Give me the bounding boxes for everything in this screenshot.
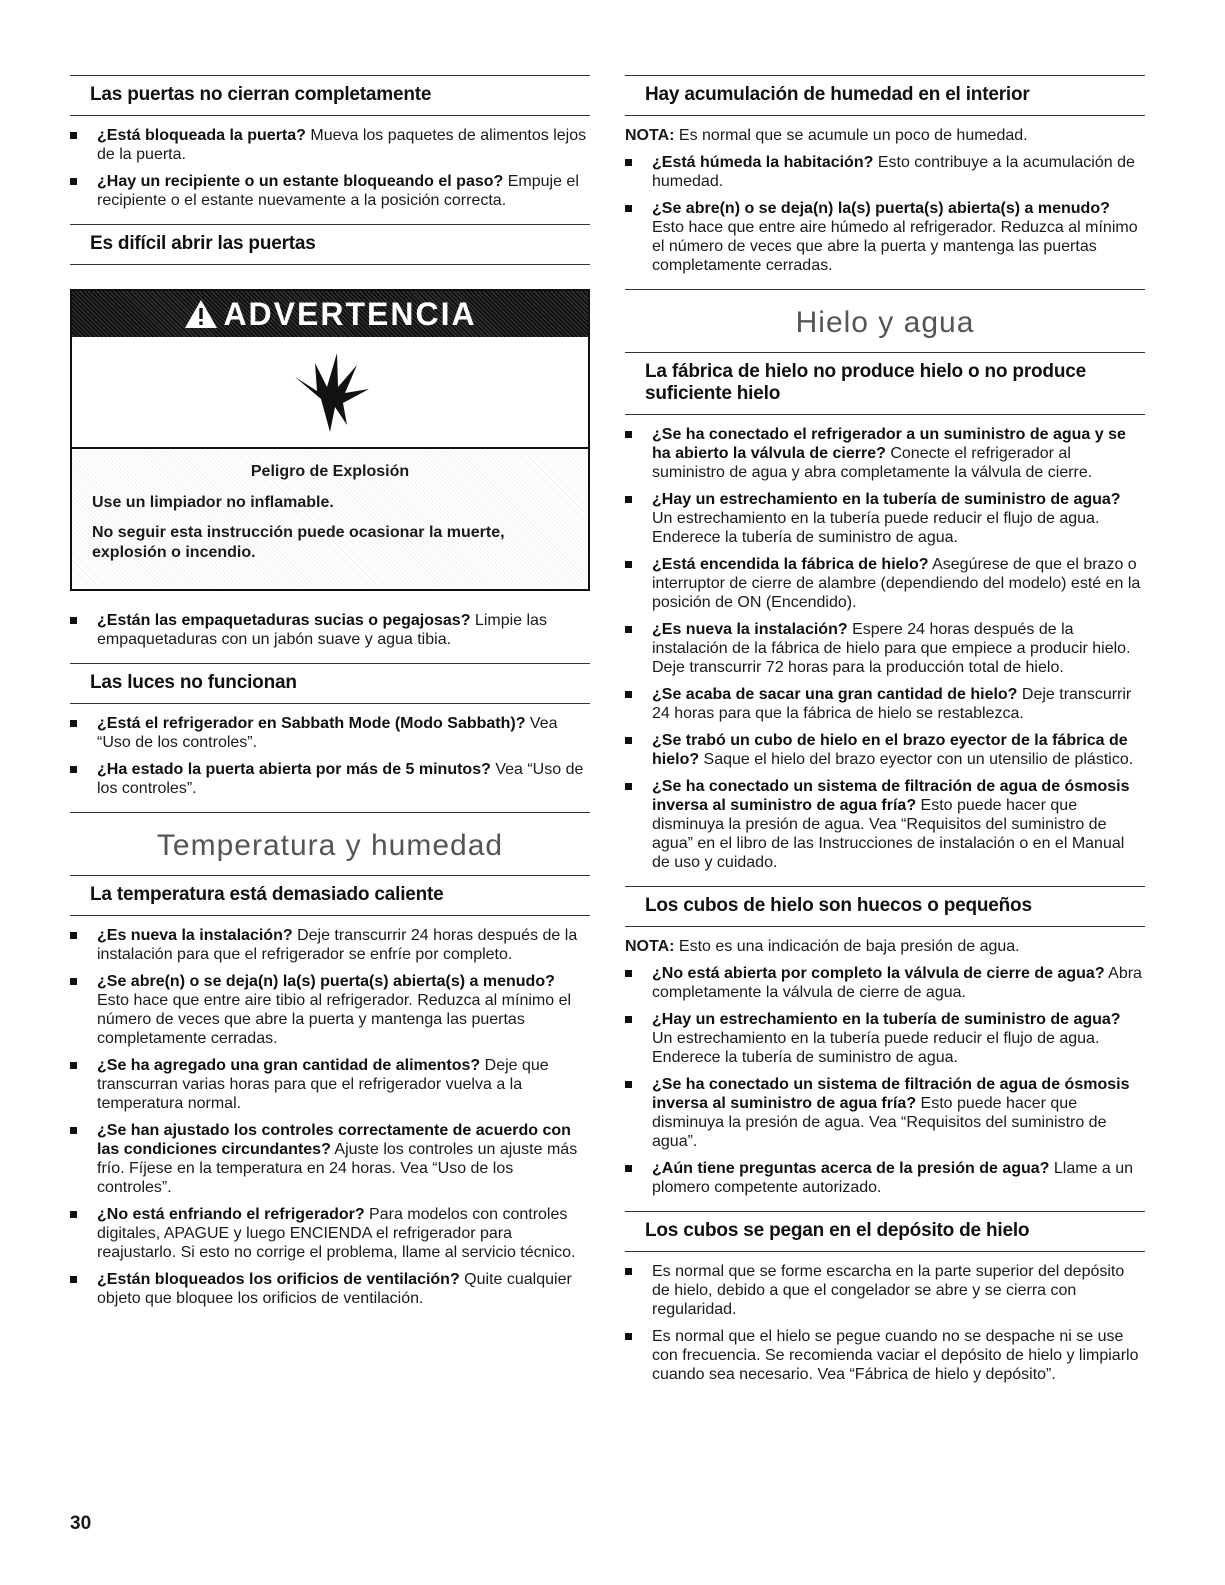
answer-text: Deje transcurrir 24 horas después de la instalación para que el refrigerador se enfríe por completo. bbox=[97, 927, 578, 963]
list-item bbox=[70, 1205, 590, 1262]
question-text: ¿Es nueva la instalación? bbox=[97, 927, 293, 944]
section-heading-cubes-stick: Los cubos se pegan en el depósito de hielo bbox=[625, 1211, 1145, 1252]
warning-line-2: No seguir esta instrucción puede ocasionar la muerte, explosión o incendio. bbox=[92, 524, 505, 561]
answer-text: Esto contribuye a la acumulación de humedad. bbox=[652, 154, 1135, 190]
answer-text: Saque el hielo del brazo eyector con un utensilio de plástico. bbox=[699, 751, 1134, 768]
list-item bbox=[625, 1262, 1145, 1319]
question-text: ¿Está el refrigerador en Sabbath Mode (Modo Sabbath)? bbox=[97, 715, 526, 732]
answer-text: Vea “Uso de los controles”. bbox=[97, 761, 584, 797]
list-item bbox=[70, 126, 590, 164]
list-hollow-cubes bbox=[625, 964, 1145, 1197]
answer-text: Conecte el refrigerador al suministro de agua y abra completamente la válvula de cierre. bbox=[652, 445, 1093, 481]
answer-text: Llame a un plomero competente autorizado. bbox=[652, 1160, 1134, 1196]
question-text: ¿Se ha agregado una gran cantidad de alimentos? bbox=[97, 1057, 481, 1074]
list-item bbox=[625, 199, 1145, 275]
question-text: ¿Se ha conectado un sistema de filtración de agua de ósmosis inversa al suministro de agua fría? bbox=[652, 778, 1130, 814]
warning-line-1: Use un limpiador no inflamable. bbox=[92, 494, 334, 511]
section-heading-doors-hard-open: Es difícil abrir las puertas bbox=[70, 224, 590, 265]
answer-text: Mueva los paquetes de alimentos lejos de la puerta. bbox=[97, 127, 587, 163]
question-text: ¿Están las empaquetaduras sucias o pegajosas? bbox=[97, 612, 471, 629]
question-text: ¿No está enfriando el refrigerador? bbox=[97, 1206, 365, 1223]
question-text: ¿Se abre(n) o se deja(n) la(s) puerta(s) abierta(s) a menudo? bbox=[97, 973, 555, 990]
answer-text: Deje transcurrir 24 horas para que la fábrica de hielo se restablezca. bbox=[652, 686, 1132, 722]
list-item bbox=[70, 972, 590, 1048]
answer-text: Empuje el recipiente o el estante nuevamente a la posición correcta. bbox=[97, 173, 579, 209]
explosion-icon bbox=[285, 347, 375, 437]
question-text: ¿Aún tiene preguntas acerca de la presión de agua? bbox=[652, 1160, 1050, 1177]
question-text: ¿Se han ajustado los controles correctamente de acuerdo con las condiciones circundantes? bbox=[97, 1122, 571, 1158]
answer-text: Deje que transcurran varias horas para que el refrigerador vuelva a la temperatura normal. bbox=[97, 1057, 549, 1112]
answer-text: Para modelos con controles digitales, APAGUE y luego ENCIENDA el refrigerador para reajustarlo. Si esto no corrige el problema, llame al servicio técnico. bbox=[97, 1206, 576, 1261]
warning-box bbox=[70, 289, 590, 591]
answer-text: Limpie las empaquetaduras con un jabón suave y agua tibia. bbox=[97, 612, 547, 648]
question-text: ¿Está húmeda la habitación? bbox=[652, 154, 874, 171]
chapter-title-temperature: Temperatura y humedad bbox=[70, 812, 590, 876]
note-humidity: NOTA: Es normal que se acumule un poco de humedad. bbox=[625, 127, 1028, 144]
list-gaskets bbox=[70, 611, 590, 649]
question-text: ¿Hay un estrechamiento en la tubería de suministro de agua? bbox=[652, 1011, 1121, 1028]
list-item bbox=[70, 760, 590, 798]
list-item bbox=[625, 731, 1145, 769]
list-item bbox=[625, 620, 1145, 677]
list-humidity bbox=[625, 153, 1145, 275]
section-heading-doors-not-close: Las puertas no cierran completamente bbox=[70, 75, 590, 116]
section-heading-lights: Las luces no funcionan bbox=[70, 663, 590, 704]
question-text: ¿Está encendida la fábrica de hielo? bbox=[652, 556, 929, 573]
section-heading-no-ice: La fábrica de hielo no produce hielo o no produce suficiente hielo bbox=[625, 353, 1145, 415]
answer-text: Es normal que el hielo se pegue cuando no se despache ni se use con frecuencia. Se recomienda vaciar el depósito de hielo y limpiarlo cuando sea necesario. Vea “Fábrica de hielo y depósito”. bbox=[652, 1328, 1139, 1383]
chapter-title-ice-water: Hielo y agua bbox=[625, 289, 1145, 353]
list-item bbox=[70, 611, 590, 649]
question-text: ¿Se ha conectado el refrigerador a un suministro de agua y se ha abierto la válvula de cierre? bbox=[652, 426, 1126, 462]
list-item bbox=[625, 425, 1145, 482]
question-text: ¿Hay un recipiente o un estante bloqueando el paso? bbox=[97, 173, 504, 190]
section-heading-hollow-cubes: Los cubos de hielo son huecos o pequeños bbox=[625, 886, 1145, 927]
list-too-warm bbox=[70, 926, 590, 1308]
list-item bbox=[70, 926, 590, 964]
question-text: ¿Ha estado la puerta abierta por más de 5 minutos? bbox=[97, 761, 491, 778]
list-item bbox=[625, 685, 1145, 723]
question-text: ¿Se ha conectado un sistema de filtración de agua de ósmosis inversa al suministro de agua fría? bbox=[652, 1076, 1130, 1112]
list-item bbox=[625, 1010, 1145, 1067]
answer-text: Un estrechamiento en la tubería puede reducir el flujo de agua. Enderece la tubería de suministro de agua. bbox=[652, 510, 1100, 546]
list-item bbox=[625, 153, 1145, 191]
section-heading-too-warm: La temperatura está demasiado caliente bbox=[70, 876, 590, 916]
list-item bbox=[625, 490, 1145, 547]
answer-text: Ajuste los controles un ajuste más frío. Fíjese en la temperatura en 24 horas. Vea “Uso de los controles”. bbox=[97, 1141, 578, 1196]
list-item bbox=[625, 777, 1145, 872]
question-text: ¿No está abierta por completo la válvula de cierre de agua? bbox=[652, 965, 1105, 982]
answer-text: Asegúrese de que el brazo o interruptor de cierre de alambre (dependiendo del modelo) esté en la posición de ON (Encendido). bbox=[652, 556, 1141, 611]
answer-text: Esto puede hacer que disminuya la presión de agua. Vea “Requisitos del suministro de agua”. bbox=[652, 1095, 1107, 1150]
warning-danger-label: Peligro de Explosión bbox=[250, 463, 410, 480]
warning-title: ADVERTENCIA bbox=[223, 295, 477, 332]
answer-text: Esto hace que entre aire tibio al refrigerador. Reduzca al mínimo el número de veces que abre la puerta y mantenga las puertas completamente cerradas. bbox=[97, 992, 572, 1047]
list-item bbox=[70, 1270, 590, 1308]
list-cubes-stick bbox=[625, 1262, 1145, 1384]
list-item bbox=[625, 555, 1145, 612]
question-text: ¿Se trabó un cubo de hielo en el brazo eyector de la fábrica de hielo? bbox=[652, 732, 1128, 768]
answer-text: Esto puede hacer que disminuya la presión de agua. Vea “Requisitos del suministro de agua” en el libro de las Instrucciones de instalación o en el Manual de uso y cuidado. bbox=[652, 797, 1125, 871]
list-item bbox=[625, 1075, 1145, 1151]
answer-text: Abra completamente la válvula de cierre de agua. bbox=[652, 965, 1142, 1001]
list-item bbox=[70, 1121, 590, 1197]
page-number: 30 bbox=[70, 1513, 92, 1534]
list-item bbox=[625, 964, 1145, 1002]
question-text: ¿Se acaba de sacar una gran cantidad de hielo? bbox=[652, 686, 1018, 703]
list-no-ice bbox=[625, 425, 1145, 872]
list-doors-not-close bbox=[70, 126, 590, 210]
question-text: ¿Es nueva la instalación? bbox=[652, 621, 848, 638]
answer-text: Esto hace que entre aire húmedo al refrigerador. Reduzca al mínimo el número de veces que abre la puerta y mantenga las puertas completamente cerradas. bbox=[652, 219, 1138, 274]
list-item bbox=[70, 714, 590, 752]
warning-header bbox=[72, 291, 588, 337]
section-heading-humidity: Hay acumulación de humedad en el interior bbox=[625, 75, 1145, 116]
right-column bbox=[625, 75, 1145, 1398]
list-item bbox=[625, 1159, 1145, 1197]
answer-text: Vea “Uso de los controles”. bbox=[97, 715, 558, 751]
answer-text: Es normal que se forme escarcha en la parte superior del depósito de hielo, debido a que el congelador se abre y se cierra con regularidad. bbox=[652, 1263, 1125, 1318]
list-item bbox=[70, 172, 590, 210]
warning-triangle-icon bbox=[183, 298, 219, 330]
list-item bbox=[625, 1327, 1145, 1384]
list-lights bbox=[70, 714, 590, 798]
answer-text: Quite cualquier objeto que bloquee los orificios de ventilación. bbox=[97, 1271, 572, 1307]
list-item bbox=[70, 1056, 590, 1113]
left-column bbox=[70, 75, 590, 1322]
question-text: ¿Hay un estrechamiento en la tubería de suministro de agua? bbox=[652, 491, 1121, 508]
question-text: ¿Están bloqueados los orificios de ventilación? bbox=[97, 1271, 460, 1288]
answer-text: Un estrechamiento en la tubería puede reducir el flujo de agua. Enderece la tubería de suministro de agua. bbox=[652, 1030, 1100, 1066]
answer-text: Espere 24 horas después de la instalación de la fábrica de hielo para que empiece a producir hielo. Deje transcurrir 72 horas para la producción total de hielo. bbox=[652, 621, 1131, 676]
question-text: ¿Está bloqueada la puerta? bbox=[97, 127, 306, 144]
note-hollow-cubes: NOTA: Esto es una indicación de baja presión de agua. bbox=[625, 938, 1020, 955]
question-text: ¿Se abre(n) o se deja(n) la(s) puerta(s) abierta(s) a menudo? bbox=[652, 200, 1110, 217]
